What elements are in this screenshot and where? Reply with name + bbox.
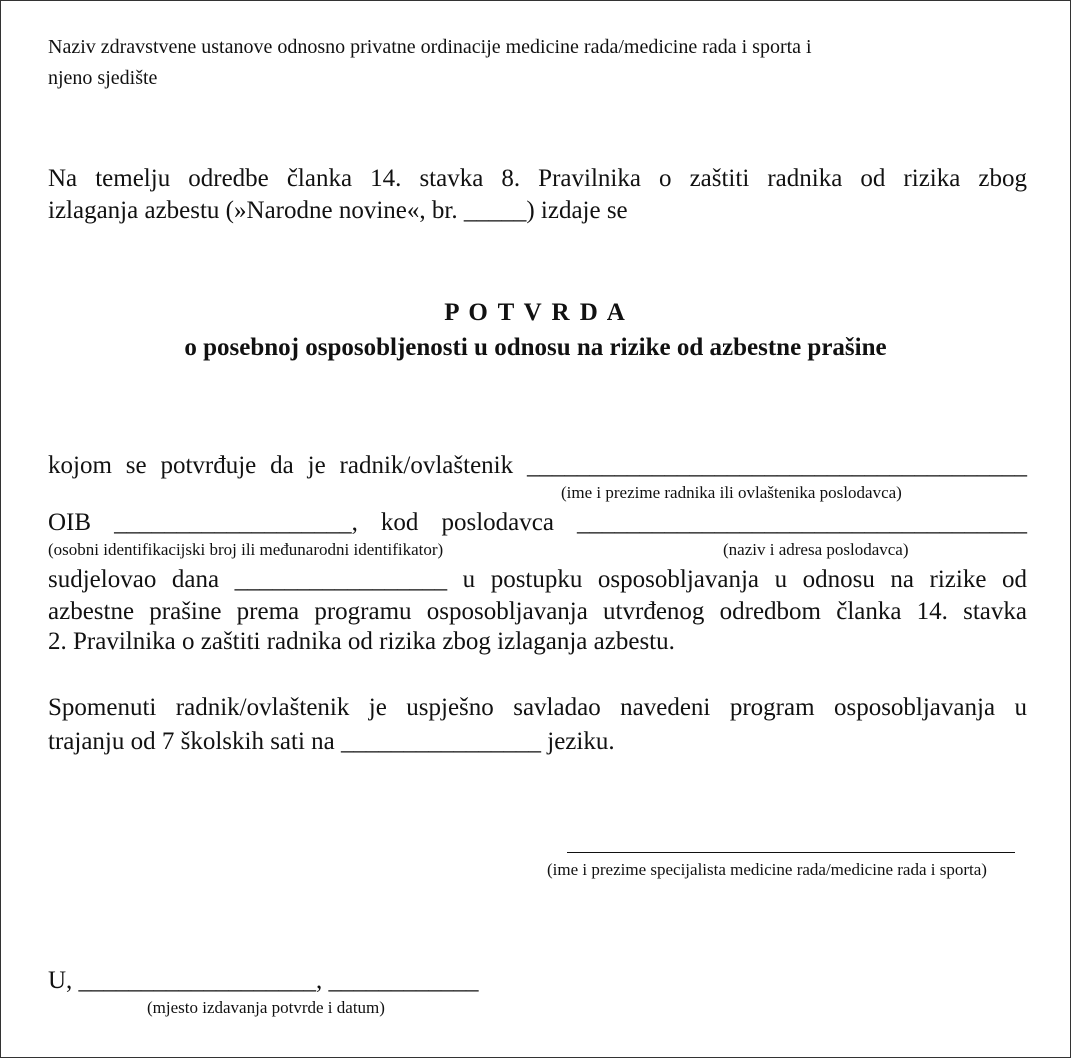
oib-hint: (osobni identifikacijski broj ili međunarodni identifikator) xyxy=(48,540,444,559)
employer-hint: (naziv i adresa poslodavca) xyxy=(723,540,909,559)
signature-line xyxy=(567,852,1015,853)
institution-line-1: Naziv zdravstvene ustanove odnosno privatne ordinacije medicine rada/medicine rada i sporta i xyxy=(48,36,812,58)
document-title: P O T V R D A xyxy=(444,299,627,326)
worker-hint: (ime i prezime radnika ili ovlaštenika poslodavca) xyxy=(561,483,902,502)
document-subtitle: o posebnoj osposobljenosti u odnosu na rizike od azbestne prašine xyxy=(184,334,887,361)
training-program-line: azbestne prašine prema programu osposobljavanja utvrđenog odredbom članka 14. stavka xyxy=(48,598,1027,625)
training-date-line: sudjelovao dana _________________ u postupku osposobljavanja u odnosu na rizike od xyxy=(48,566,1027,593)
worker-line: kojom se potvrđuje da je radnik/ovlaštenik ________________________________________ xyxy=(48,452,1027,479)
intro-line-1: Na temelju odredbe članka 14. stavka 8. Pravilnika o zaštiti radnika od rizika zbog xyxy=(48,165,1027,192)
place-date-line: U, ___________________, ____________ xyxy=(48,967,479,994)
result-line-2: trajanju od 7 školskih sati na ________________ jeziku. xyxy=(48,728,615,755)
institution-line-2: njeno sjedište xyxy=(48,67,158,89)
place-date-hint: (mjesto izdavanja potvrde i datum) xyxy=(147,998,385,1017)
regulation-line: 2. Pravilnika o zaštiti radnika od rizika zbog izlaganja azbestu. xyxy=(48,628,675,655)
result-line-1: Spomenuti radnik/ovlaštenik je uspješno savladao navedeni program osposobljavanja u xyxy=(48,694,1027,721)
signature-hint: (ime i prezime specijalista medicine rada/medicine rada i sporta) xyxy=(547,860,987,879)
oib-employer-line: OIB ___________________, kod poslodavca ____________________________________ xyxy=(48,509,1027,536)
intro-line-2: izlaganja azbestu (»Narodne novine«, br. _____) izdaje se xyxy=(48,197,628,224)
